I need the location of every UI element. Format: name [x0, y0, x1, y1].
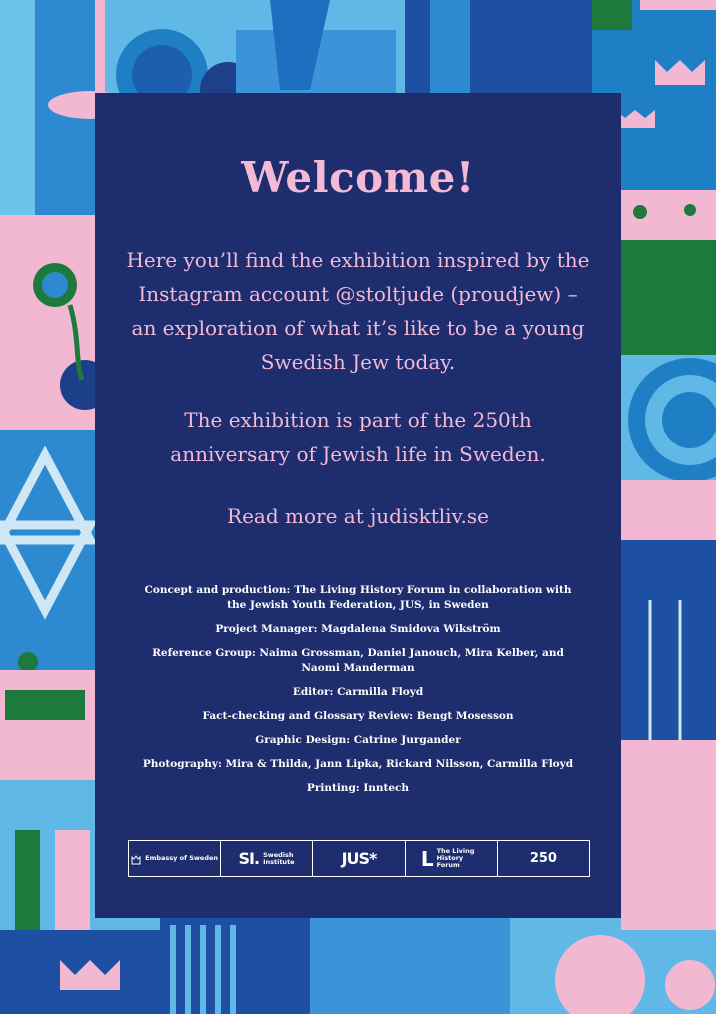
- intro-text: Here you’ll find the exhibition inspired by the Instagram account @stoltjude (proudjew) – an exploration of what it’s like to be a young Swedish Jew today.: [126, 248, 590, 374]
- credit-line: Reference Group: Naima Grossman, Daniel Janouch, Mira Kelber, and Naomi Manderman: [152, 647, 564, 674]
- embassy-of-sweden-logo: Embassy of Sweden: [129, 841, 221, 876]
- partner-logos: [128, 840, 590, 877]
- living-history-forum-logo: L The Living History Forum: [406, 841, 498, 876]
- credit-line: Graphic Design: Catrine Jurgander: [255, 734, 461, 746]
- credit-line: Concept and production: The Living History Forum in collaboration with the Jewish Youth Federation, JUS, in Sweden: [144, 584, 572, 611]
- credit-line: Photography: Mira & Thilda, Jann Lipka, Rickard Nilsson, Carmilla Floyd: [142, 758, 574, 770]
- credit-line: Project Manager: Magdalena Smidova Wikström: [215, 623, 501, 635]
- swedish-institute-logo: SI. Swedish Institute: [221, 841, 313, 876]
- welcome-heading: Welcome!: [241, 153, 475, 202]
- anniversary-text: The exhibition is part of the 250th anniversary of Jewish life in Sweden.: [170, 408, 546, 466]
- credit-line: Editor: Carmilla Floyd: [292, 686, 424, 698]
- credit-line: Printing: Inntech: [306, 782, 410, 794]
- jus-logo: JUS*: [313, 841, 405, 876]
- welcome-panel: [95, 93, 621, 918]
- credits: [135, 583, 581, 805]
- crown-icon: [131, 853, 141, 865]
- read-more-link[interactable]: Read more at judisktliv.se: [227, 504, 489, 528]
- anniversary-250-logo: 250: [529, 851, 557, 866]
- credit-line: Fact-checking and Glossary Review: Bengt Mosesson: [202, 710, 514, 722]
